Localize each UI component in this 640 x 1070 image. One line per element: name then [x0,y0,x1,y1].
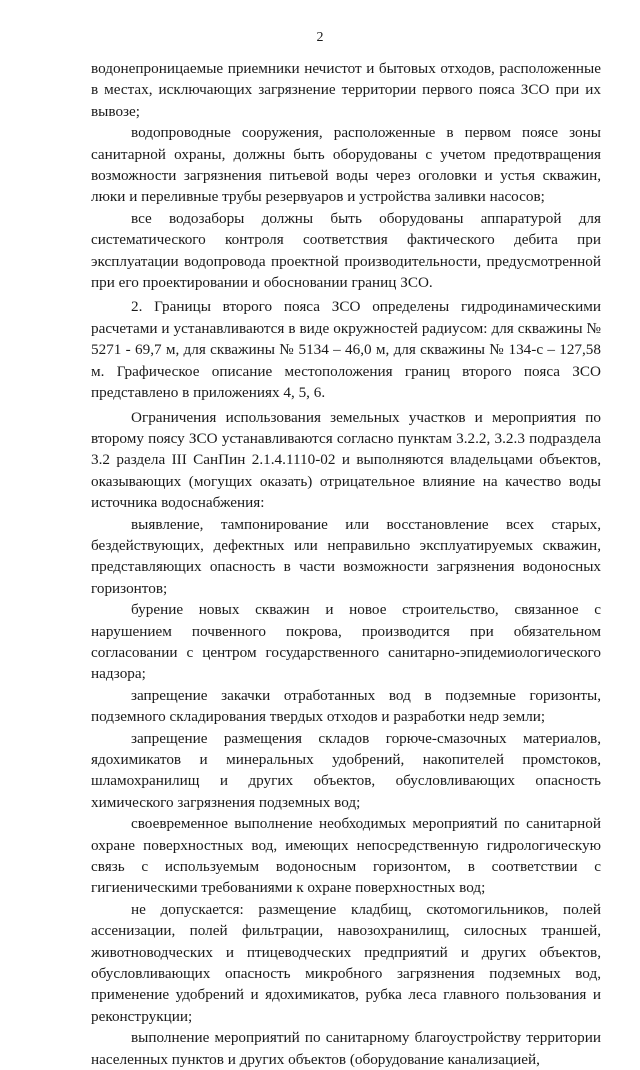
paragraph-injection-ban: запрещение закачки отработанных вод в подземные горизонты, подземного складирования твердых отходов и разработки недр земли; [91,686,601,726]
page-number: 2 [316,30,324,45]
paragraph-sanitary-improvement: выполнение мероприятий по санитарному благоустройству территории населенных пунктов и других объектов (оборудование канализацией, [91,1029,601,1068]
paragraph-land-use-restrictions: Ограничения использования земельных участков и мероприятия по второму поясу ЗСО устанавливаются согласно пунктам 3.2.2, 3.2.3 подраздела 3.2 раздела III СанПин 2.1.4.1110-02 и выполняются владельцами объектов, оказывающих (могущих оказать) отрицательное влияние на качество воды источника водоснабжения: [91,408,601,512]
paragraph-sewage-receivers: водонепроницаемые приемники нечистот и бытовых отходов, расположенные в местах, исключающих загрязнение территории первого пояса ЗСО при их вывозе; [91,60,601,120]
paragraph-second-zone-boundaries: 2. Границы второго пояса ЗСО определены гидродинамическими расчетами и устанавливаются в виде окружностей радиусом: для скважины № 5271 - 69,7 м, для скважины № 5134 – 46,0 м, для скважины № 134-с – 127,58 м. Графическое описание местоположения границ второго пояса ЗСО представлено в приложениях 4, 5, 6. [91,298,601,402]
paragraph-new-drilling: бурение новых скважин и новое строительство, связанное с нарушением почвенного покрова, производится при обязательном согласовании с центром государственного санитарно-эпидемиологического надзора; [91,601,601,683]
paragraph-old-wells: выявление, тампонирование или восстановление всех старых, бездействующих, дефектных или неправильно эксплуатируемых скважин, представляющих опасность в части возможности загрязнения водоносных горизонтов; [91,515,601,597]
paragraph-water-structures: водопроводные сооружения, расположенные в первом поясе зоны санитарной охраны, должны быть оборудованы с учетом предотвращения возможности загрязнения питьевой воды через оголовки и устья скважин, люки и переливные трубы резервуаров и устройства заливки насосов; [91,124,601,206]
body-text [91,58,601,1070]
paragraph-storage-ban: запрещение размещения складов горюче-смазочных материалов, ядохимикатов и минеральных удобрений, накопителей промстоков, шламохранилищ и других объектов, обусловливающих опасность химического загрязнения подземных вод; [91,729,601,811]
paragraph-surface-water: своевременное выполнение необходимых мероприятий по санитарной охране поверхностных вод, имеющих непосредственную гидрологическую связь с используемым водоносным горизонтом, в соответствии с гигиеническими требованиями к охране поверхностных вод; [91,815,601,897]
paragraph-water-intakes: все водозаборы должны быть оборудованы аппаратурой для систематического контроля соответствия фактического дебита при эксплуатации водопровода проектной производительности, предусмотренной при его проектировании и обосновании границ ЗСО. [91,209,601,292]
paragraph-not-allowed: не допускается: размещение кладбищ, скотомогильников, полей ассенизации, полей фильтрации, навозохранилищ, силосных траншей, животноводческих и птицеводческих предприятий и других объектов, обусловливающих опасность микробного загрязнения подземных вод, применение удобрений и ядохимикатов, рубка леса главного пользования и реконструкции; [91,900,601,1025]
